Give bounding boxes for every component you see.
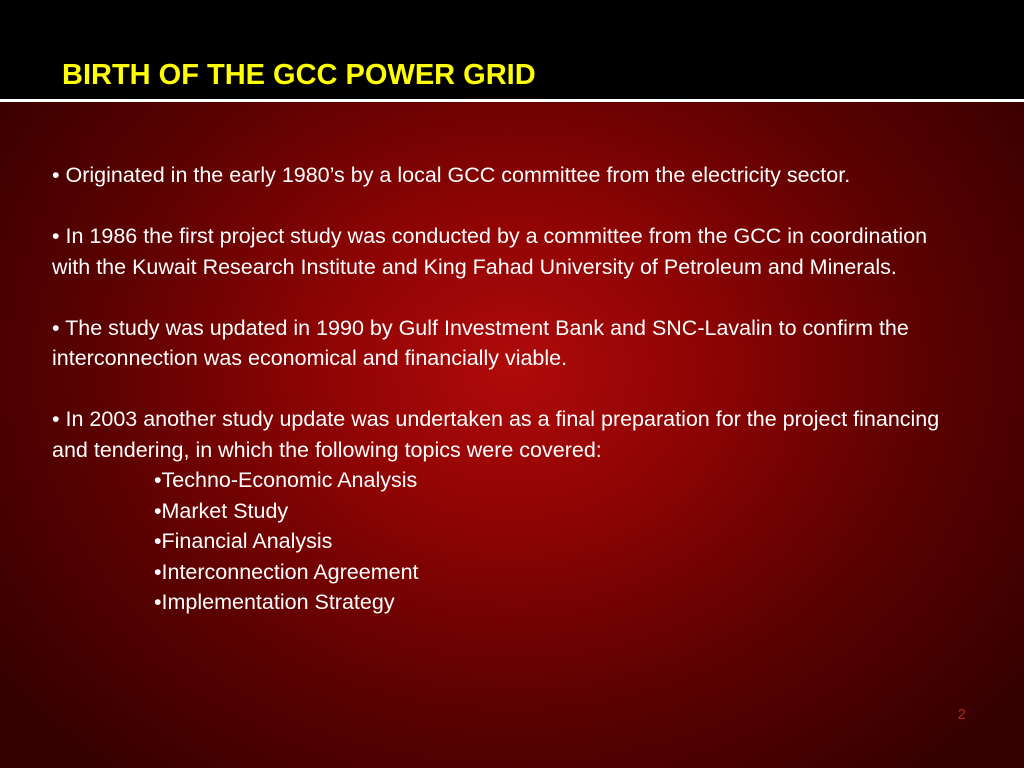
topic-item-interconnection-agreement: •Interconnection Agreement (154, 559, 419, 584)
paragraph-spacer (52, 282, 962, 313)
page-number: 2 (957, 706, 966, 723)
paragraph-2003-update: • In 2003 another study update was undertaken as a final preparation for the project financing and tendering, in which the following topics were covered: (52, 407, 940, 462)
paragraph-origin: • Originated in the early 1980’s by a local GCC committee from the electricity sector. (52, 163, 851, 187)
topic-item-financial-analysis: •Financial Analysis (154, 529, 333, 553)
topics-list (52, 465, 962, 618)
slide-body (52, 160, 962, 618)
paragraph-spacer (52, 374, 962, 405)
topic-item-techno-economic: •Techno-Economic Analysis (154, 468, 418, 492)
topic-item-implementation-strategy: •Implementation Strategy (154, 590, 395, 614)
paragraph-1990-update: • The study was updated in 1990 by Gulf Investment Bank and SNC-Lavalin to confirm the interconnection was economical and financially viable. (52, 315, 909, 370)
topic-item-market-study: •Market Study (154, 498, 289, 523)
slide-title: BIRTH OF THE GCC POWER GRID (62, 59, 536, 91)
paragraph-1986-study: • In 1986 the first project study was conducted by a committee from the GCC in coordination with the Kuwait Research Institute and King Fahad University of Petroleum and Minerals. (52, 224, 928, 279)
title-bar (0, 0, 1024, 102)
title-divider (0, 99, 1024, 102)
paragraph-spacer (52, 191, 962, 222)
